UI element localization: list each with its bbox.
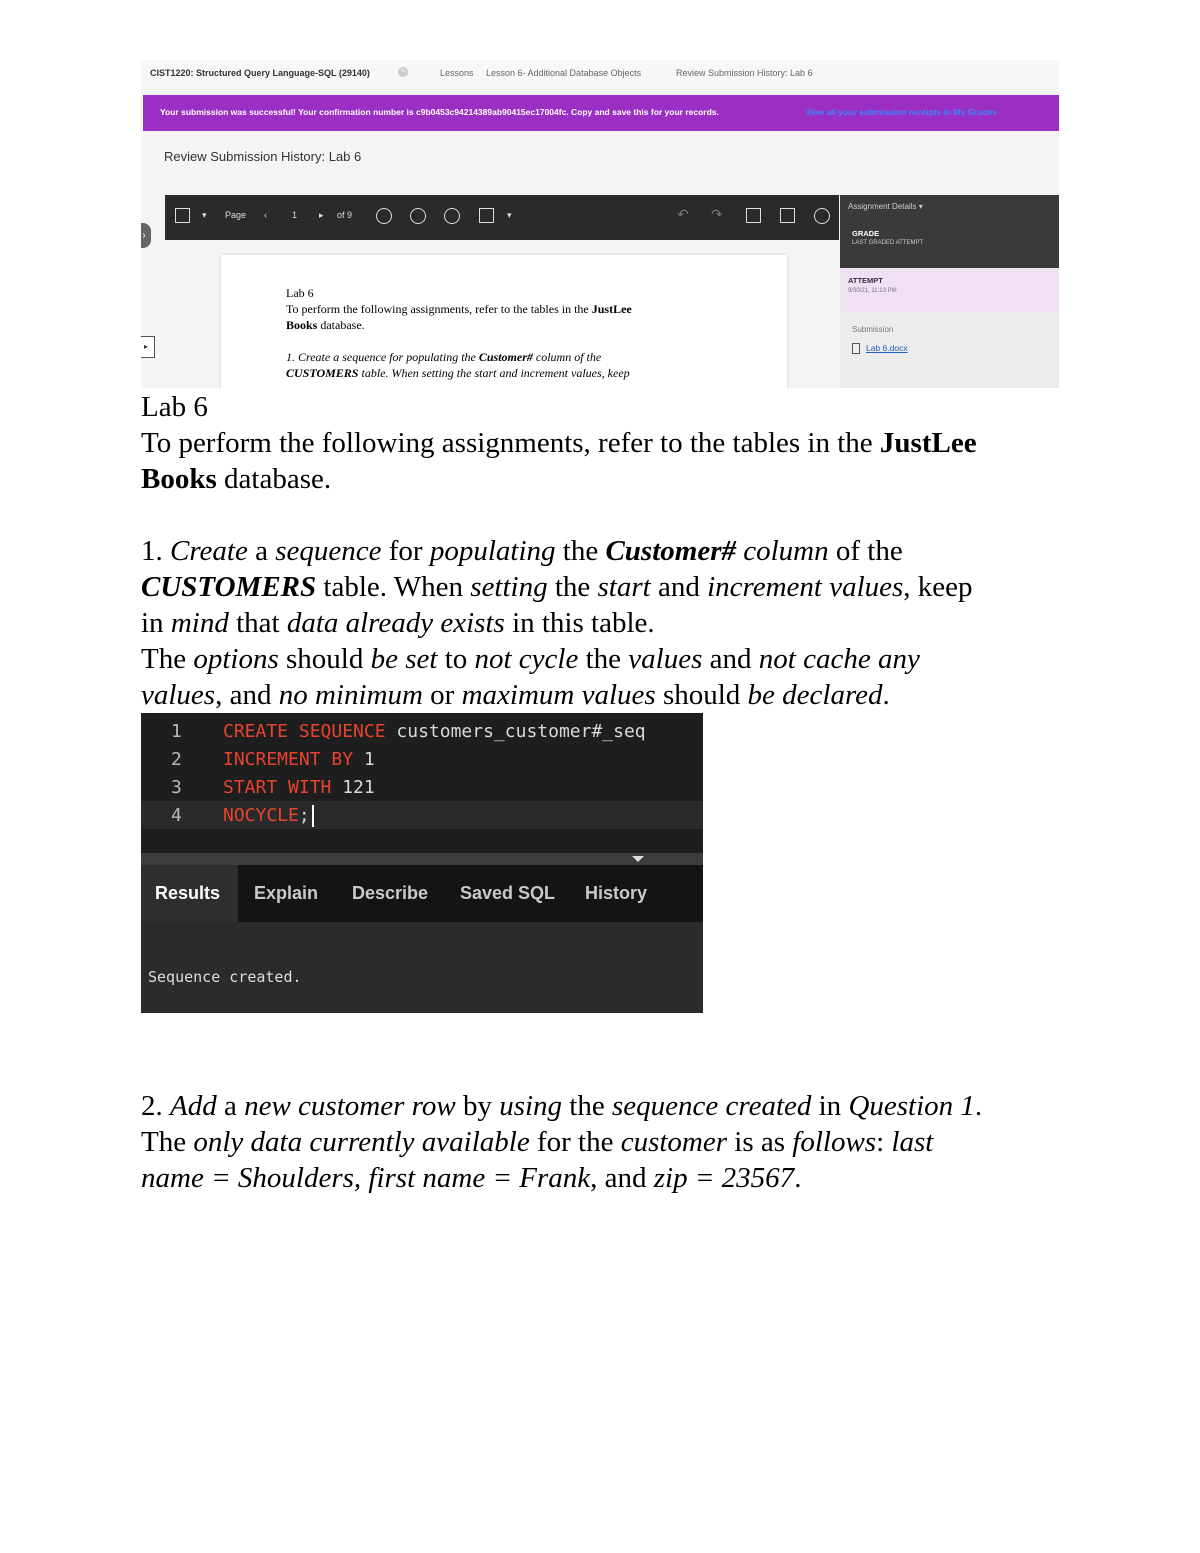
tab-history[interactable]: History xyxy=(585,883,648,903)
expand-panel-button[interactable]: › xyxy=(141,223,151,248)
redo-icon[interactable]: ↷ xyxy=(711,206,723,222)
pan-hand-icon[interactable] xyxy=(376,208,392,224)
prev-page-icon[interactable]: ‹ xyxy=(264,210,267,220)
print-icon[interactable] xyxy=(746,208,761,223)
sql-text: 121 xyxy=(331,777,375,798)
chevron-down-icon[interactable]: ▾ xyxy=(202,210,207,220)
sql-text: customers_customer#_seq xyxy=(385,721,646,742)
results-tab-bar xyxy=(141,865,703,922)
zoom-in-icon[interactable] xyxy=(444,208,460,224)
success-banner xyxy=(143,95,1059,131)
submission-label: Submission xyxy=(852,325,894,334)
sql-text: ; xyxy=(298,805,310,826)
sql-keyword: INCREMENT BY xyxy=(223,749,354,770)
question-1-line-5: values, and no minimum or maximum values should be declared. xyxy=(141,679,890,711)
document-title: Lab 6 xyxy=(141,391,208,423)
download-icon[interactable] xyxy=(780,208,795,223)
sql-editor-screenshot xyxy=(141,713,703,1013)
question-2-line-3: name = Shoulders, first name = Frank, and zip = 23567. xyxy=(141,1162,802,1194)
attempt-date: 9/30/21, 11:13 PM xyxy=(848,288,897,294)
sql-keyword: START WITH xyxy=(223,777,332,798)
preview-title: Lab 6 xyxy=(286,286,314,300)
line-number: 3 xyxy=(171,777,182,798)
collapse-toggle-button[interactable]: ▸ xyxy=(141,336,155,358)
code-line xyxy=(141,773,703,801)
question-2-line-1: 2. Add a new customer row by using the sequence created in Question 1. xyxy=(141,1090,983,1122)
question-2-line-2: The only data currently available for the customer is as follows: last xyxy=(141,1126,934,1158)
fit-page-icon[interactable] xyxy=(479,208,494,223)
results-output: Sequence created. xyxy=(148,968,302,986)
sql-keyword: NOCYCLE xyxy=(223,805,299,826)
pane-splitter[interactable] xyxy=(141,853,703,865)
results-pane xyxy=(141,922,703,1013)
attempt-label: ATTEMPT xyxy=(848,276,883,285)
question-1-line-1: 1. Create a sequence for populating the Customer# column of the xyxy=(141,535,903,567)
next-page-icon[interactable]: ▸ xyxy=(319,210,324,220)
intro-line-2: Books database. xyxy=(141,463,332,495)
zoom-out-icon[interactable] xyxy=(410,208,426,224)
tab-saved-sql[interactable]: Saved SQL xyxy=(460,883,556,903)
question-1-line-3: in mind that data already exists in this table. xyxy=(141,607,655,639)
line-number: 2 xyxy=(171,749,182,770)
file-icon xyxy=(852,343,860,354)
page-title: Review Submission History: Lab 6 xyxy=(164,149,362,164)
submission-file-link[interactable]: Lab 6.docx xyxy=(852,343,908,354)
search-icon[interactable] xyxy=(814,208,830,224)
banner-message: Your submission was successful! Your confirmation number is c9b0453c94214389ab90415ec17004fc. Copy and save this for your records. xyxy=(160,107,719,117)
sql-text: 1 xyxy=(353,749,375,770)
grade-label: GRADE xyxy=(852,229,880,238)
question-1-line-4: The options should be set to not cycle the values and not cache any xyxy=(141,643,920,675)
code-line xyxy=(141,717,703,745)
code-area[interactable] xyxy=(141,717,703,829)
preview-intro: To perform the following assignments, refer to the tables in the JustLee Books database. xyxy=(286,302,632,332)
intro-line-1: To perform the following assignments, refer to the tables in the JustLee xyxy=(141,427,977,459)
page-number-input[interactable]: 1 xyxy=(292,210,298,220)
breadcrumb xyxy=(141,60,1059,88)
close-icon[interactable]: × xyxy=(398,67,408,77)
course-title[interactable]: CIST1220: Structured Query Language-SQL (29140) xyxy=(150,68,370,78)
banner-receipts-link[interactable]: View all your submission receipts in My Grades xyxy=(805,107,998,117)
sql-keyword: CREATE SEQUENCE xyxy=(223,721,386,742)
text-cursor xyxy=(312,805,314,827)
last-graded-label: LAST GRADED ATTEMPT xyxy=(852,240,924,246)
sidebar-toggle-icon[interactable] xyxy=(175,208,190,223)
collapse-arrow-icon[interactable] xyxy=(632,856,644,862)
code-line-active xyxy=(141,801,703,829)
breadcrumb-lesson-6[interactable]: Lesson 6- Additional Database Objects xyxy=(486,68,642,78)
question-1-line-2: CUSTOMERS table. When setting the start and increment values, keep xyxy=(141,571,973,603)
breadcrumb-lessons[interactable]: Lessons xyxy=(440,68,474,78)
assignment-details-panel xyxy=(840,195,1059,388)
chevron-down-icon[interactable]: ▾ xyxy=(507,210,512,220)
breadcrumb-current: Review Submission History: Lab 6 xyxy=(676,68,813,78)
tab-explain[interactable]: Explain xyxy=(254,883,319,903)
page-count: of 9 xyxy=(337,210,353,220)
assignment-details-dropdown[interactable]: Assignment Details ▾ xyxy=(848,202,923,211)
attempt-row[interactable] xyxy=(840,268,1059,312)
document-preview-page xyxy=(221,255,787,388)
page-label: Page xyxy=(225,210,247,220)
preview-question-1: 1. Create a sequence for populating the Customer# column of the CUSTOMERS table. When setting the start and increment values, keep xyxy=(286,350,630,380)
tab-results[interactable]: Results xyxy=(141,865,238,922)
line-number: 1 xyxy=(171,721,182,742)
line-number: 4 xyxy=(171,805,182,826)
code-line xyxy=(141,745,703,773)
undo-icon[interactable]: ↶ xyxy=(677,206,689,222)
lms-screenshot xyxy=(141,60,1059,388)
tab-describe[interactable]: Describe xyxy=(352,883,429,903)
document-viewer-toolbar xyxy=(165,195,839,240)
